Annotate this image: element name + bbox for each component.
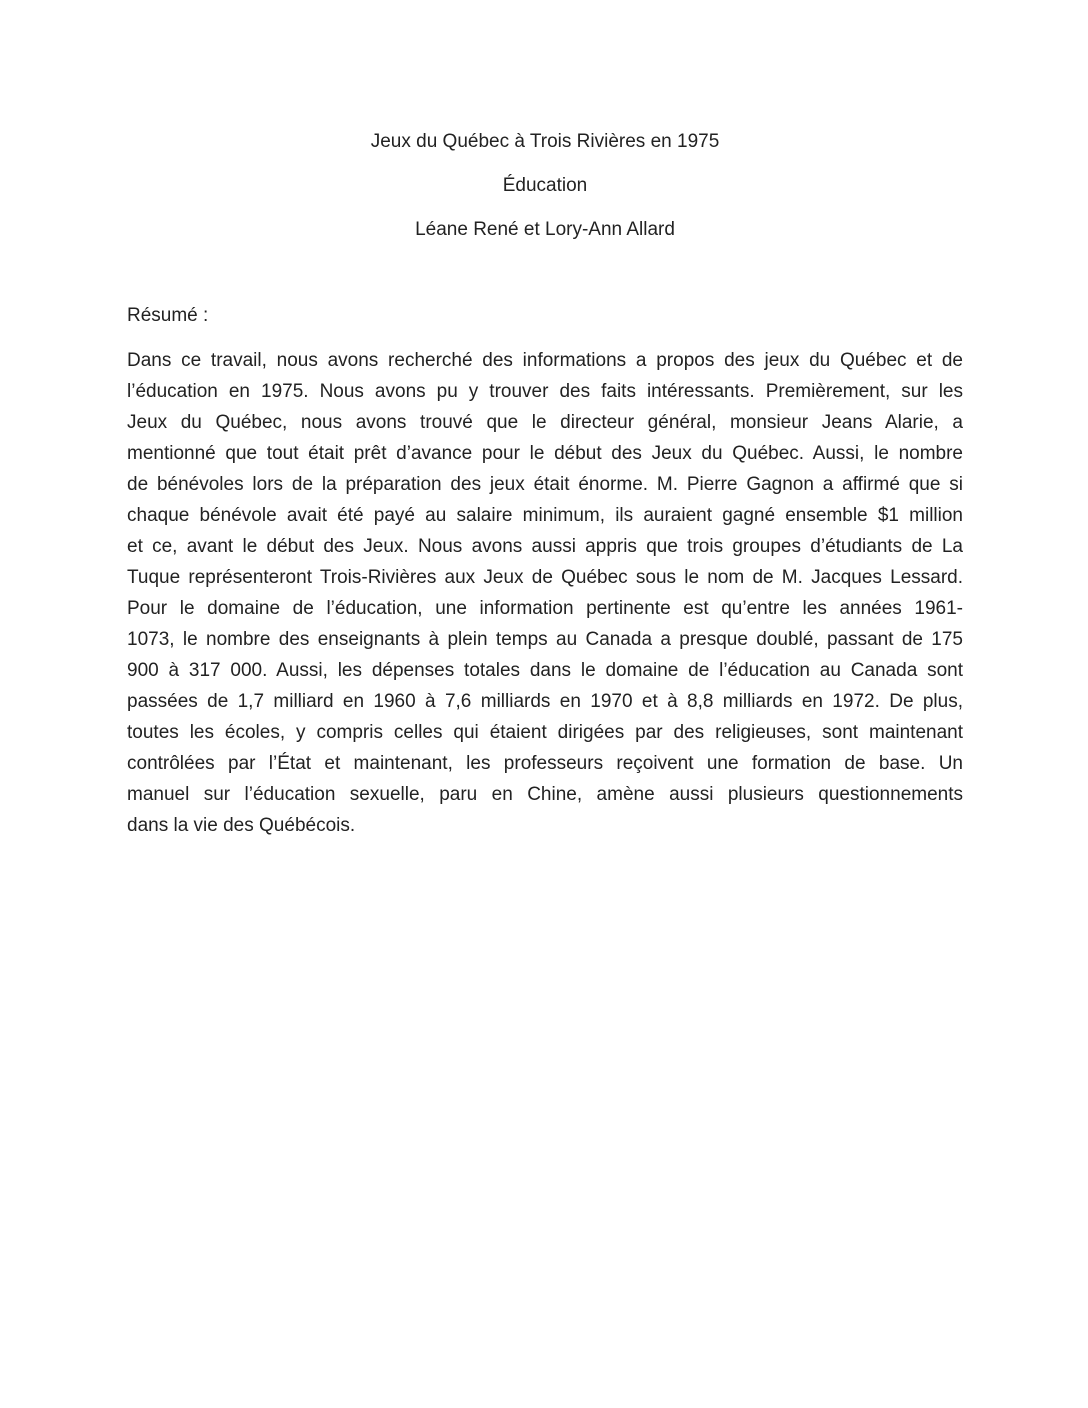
abstract-line: Pour le domaine de l’éducation, une information pertinente est qu’entre les années 1961- (127, 598, 963, 619)
document-heading (127, 120, 963, 252)
abstract-line: passées de 1,7 milliard en 1960 à 7,6 milliards en 1970 et à 8,8 milliards en 1972. De plus, (127, 691, 963, 712)
abstract-line: de bénévoles lors de la préparation des jeux était énorme. M. Pierre Gagnon a affirmé que si (127, 474, 963, 495)
document-subtitle: Éducation (502, 175, 588, 196)
section-label-resume: Résumé : (127, 305, 209, 326)
abstract-line: toutes les écoles, y compris celles qui étaient dirigées par des religieuses, sont maintenant (127, 722, 963, 743)
abstract-line: Tuque représenteront Trois-Rivières aux Jeux de Québec sous le nom de M. Jacques Lessard. (127, 567, 963, 588)
abstract-line: mentionné que tout était prêt d’avance pour le début des Jeux du Québec. Aussi, le nombre (127, 443, 963, 464)
abstract-line: contrôlées par l’État et maintenant, les professeurs reçoivent une formation de base. Un (127, 753, 963, 774)
abstract-line: 1073, le nombre des enseignants à plein temps au Canada a presque doublé, passant de 175 (127, 629, 963, 650)
abstract-line: et ce, avant le début des Jeux. Nous avons aussi appris que trois groupes d’étudiants de La (127, 536, 963, 557)
document-content (127, 120, 963, 841)
document-authors: Léane René et Lory-Ann Allard (415, 219, 675, 240)
abstract-line: 900 à 317 000. Aussi, les dépenses totales dans le domaine de l’éducation au Canada sont (127, 660, 963, 681)
abstract-line: chaque bénévole avait été payé au salaire minimum, ils auraient gagné ensemble $1 million (127, 505, 963, 526)
abstract-line: Dans ce travail, nous avons recherché des informations a propos des jeux du Québec et de (127, 350, 963, 371)
abstract-line: Jeux du Québec, nous avons trouvé que le directeur général, monsieur Jeans Alarie, a (127, 412, 963, 433)
abstract-line: dans la vie des Québécois. (127, 815, 356, 836)
abstract-line: l’éducation en 1975. Nous avons pu y trouver des faits intéressants. Premièrement, sur les (127, 381, 963, 402)
abstract-line: manuel sur l’éducation sexuelle, paru en Chine, amène aussi plusieurs questionnements (127, 784, 963, 805)
document-title: Jeux du Québec à Trois Rivières en 1975 (370, 131, 720, 152)
abstract-paragraph (127, 345, 963, 841)
